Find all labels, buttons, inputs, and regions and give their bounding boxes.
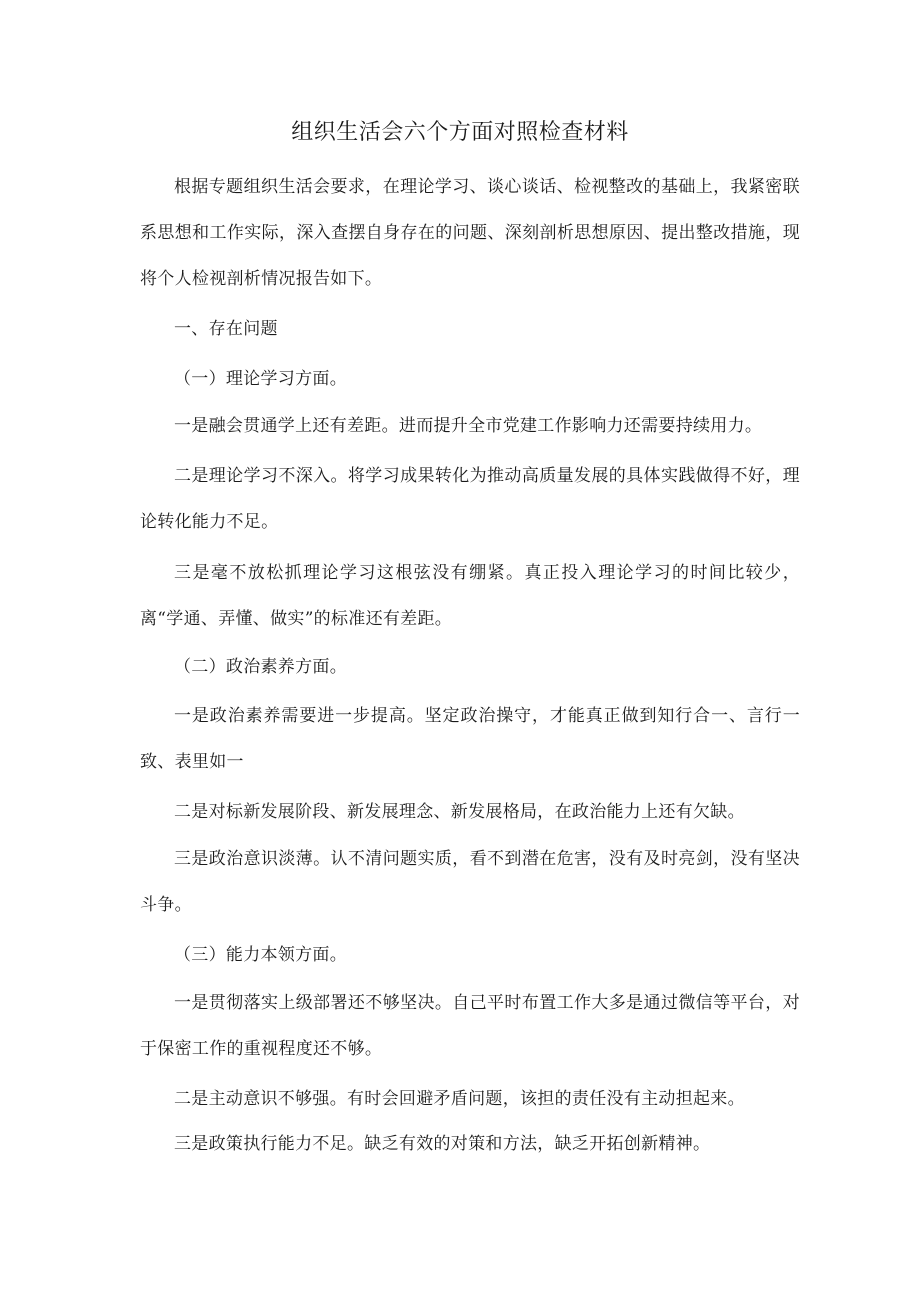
- ability-item-3: 三是政策执行能力不足。缺乏有效的对策和方法，缺乏开拓创新精神。: [174, 1134, 711, 1154]
- document-title: 组织生活会六个方面对照检查材料: [291, 120, 629, 145]
- theory-item-1: 一是融会贯通学上还有差距。进而提升全市党建工作影响力还需要持续用力。: [174, 416, 763, 436]
- theory-item-2: 二是理论学习不深入。将学习成果转化为推动高质量发展的具体实践做得不好，理论转化能力不足。: [140, 466, 800, 532]
- subsection-heading-politics: （二）政治素养方面。: [174, 657, 347, 677]
- politics-item-3: 三是政治意识淡薄。认不清问题实质，看不到潜在危害，没有及时亮剑，没有坚决斗争。: [140, 849, 800, 915]
- section-heading-problems: 一、存在问题: [174, 319, 278, 339]
- subsection-heading-theory: （一）理论学习方面。: [174, 369, 347, 389]
- ability-item-1: 一是贯彻落实上级部署还不够坚决。自己平时布置工作大多是通过微信等平台，对于保密工作的重视程度还不够。: [140, 993, 800, 1059]
- intro-paragraph: 根据专题组织生活会要求，在理论学习、谈心谈话、检视整改的基础上，我紧密联系思想和工作实际，深入查摆自身存在的问题、深刻剖析思想原因、提出整改措施，现将个人检视剖析情况报告如下。: [140, 177, 800, 289]
- subsection-heading-ability: （三）能力本领方面。: [174, 945, 347, 965]
- politics-item-1: 一是政治素养需要进一步提高。坚定政治操守，才能真正做到知行合一、言行一致、表里如一: [140, 706, 800, 772]
- theory-item-3: 三是毫不放松抓理论学习这根弦没有绷紧。真正投入理论学习的时间比较少，离“学通、弄懂、做实”的标准还有差距。: [140, 563, 800, 629]
- ability-item-2: 二是主动意识不够强。有时会回避矛盾问题，该担的责任没有主动担起来。: [174, 1089, 745, 1109]
- politics-item-2: 二是对标新发展阶段、新发展理念、新发展格局，在政治能力上还有欠缺。: [174, 802, 745, 822]
